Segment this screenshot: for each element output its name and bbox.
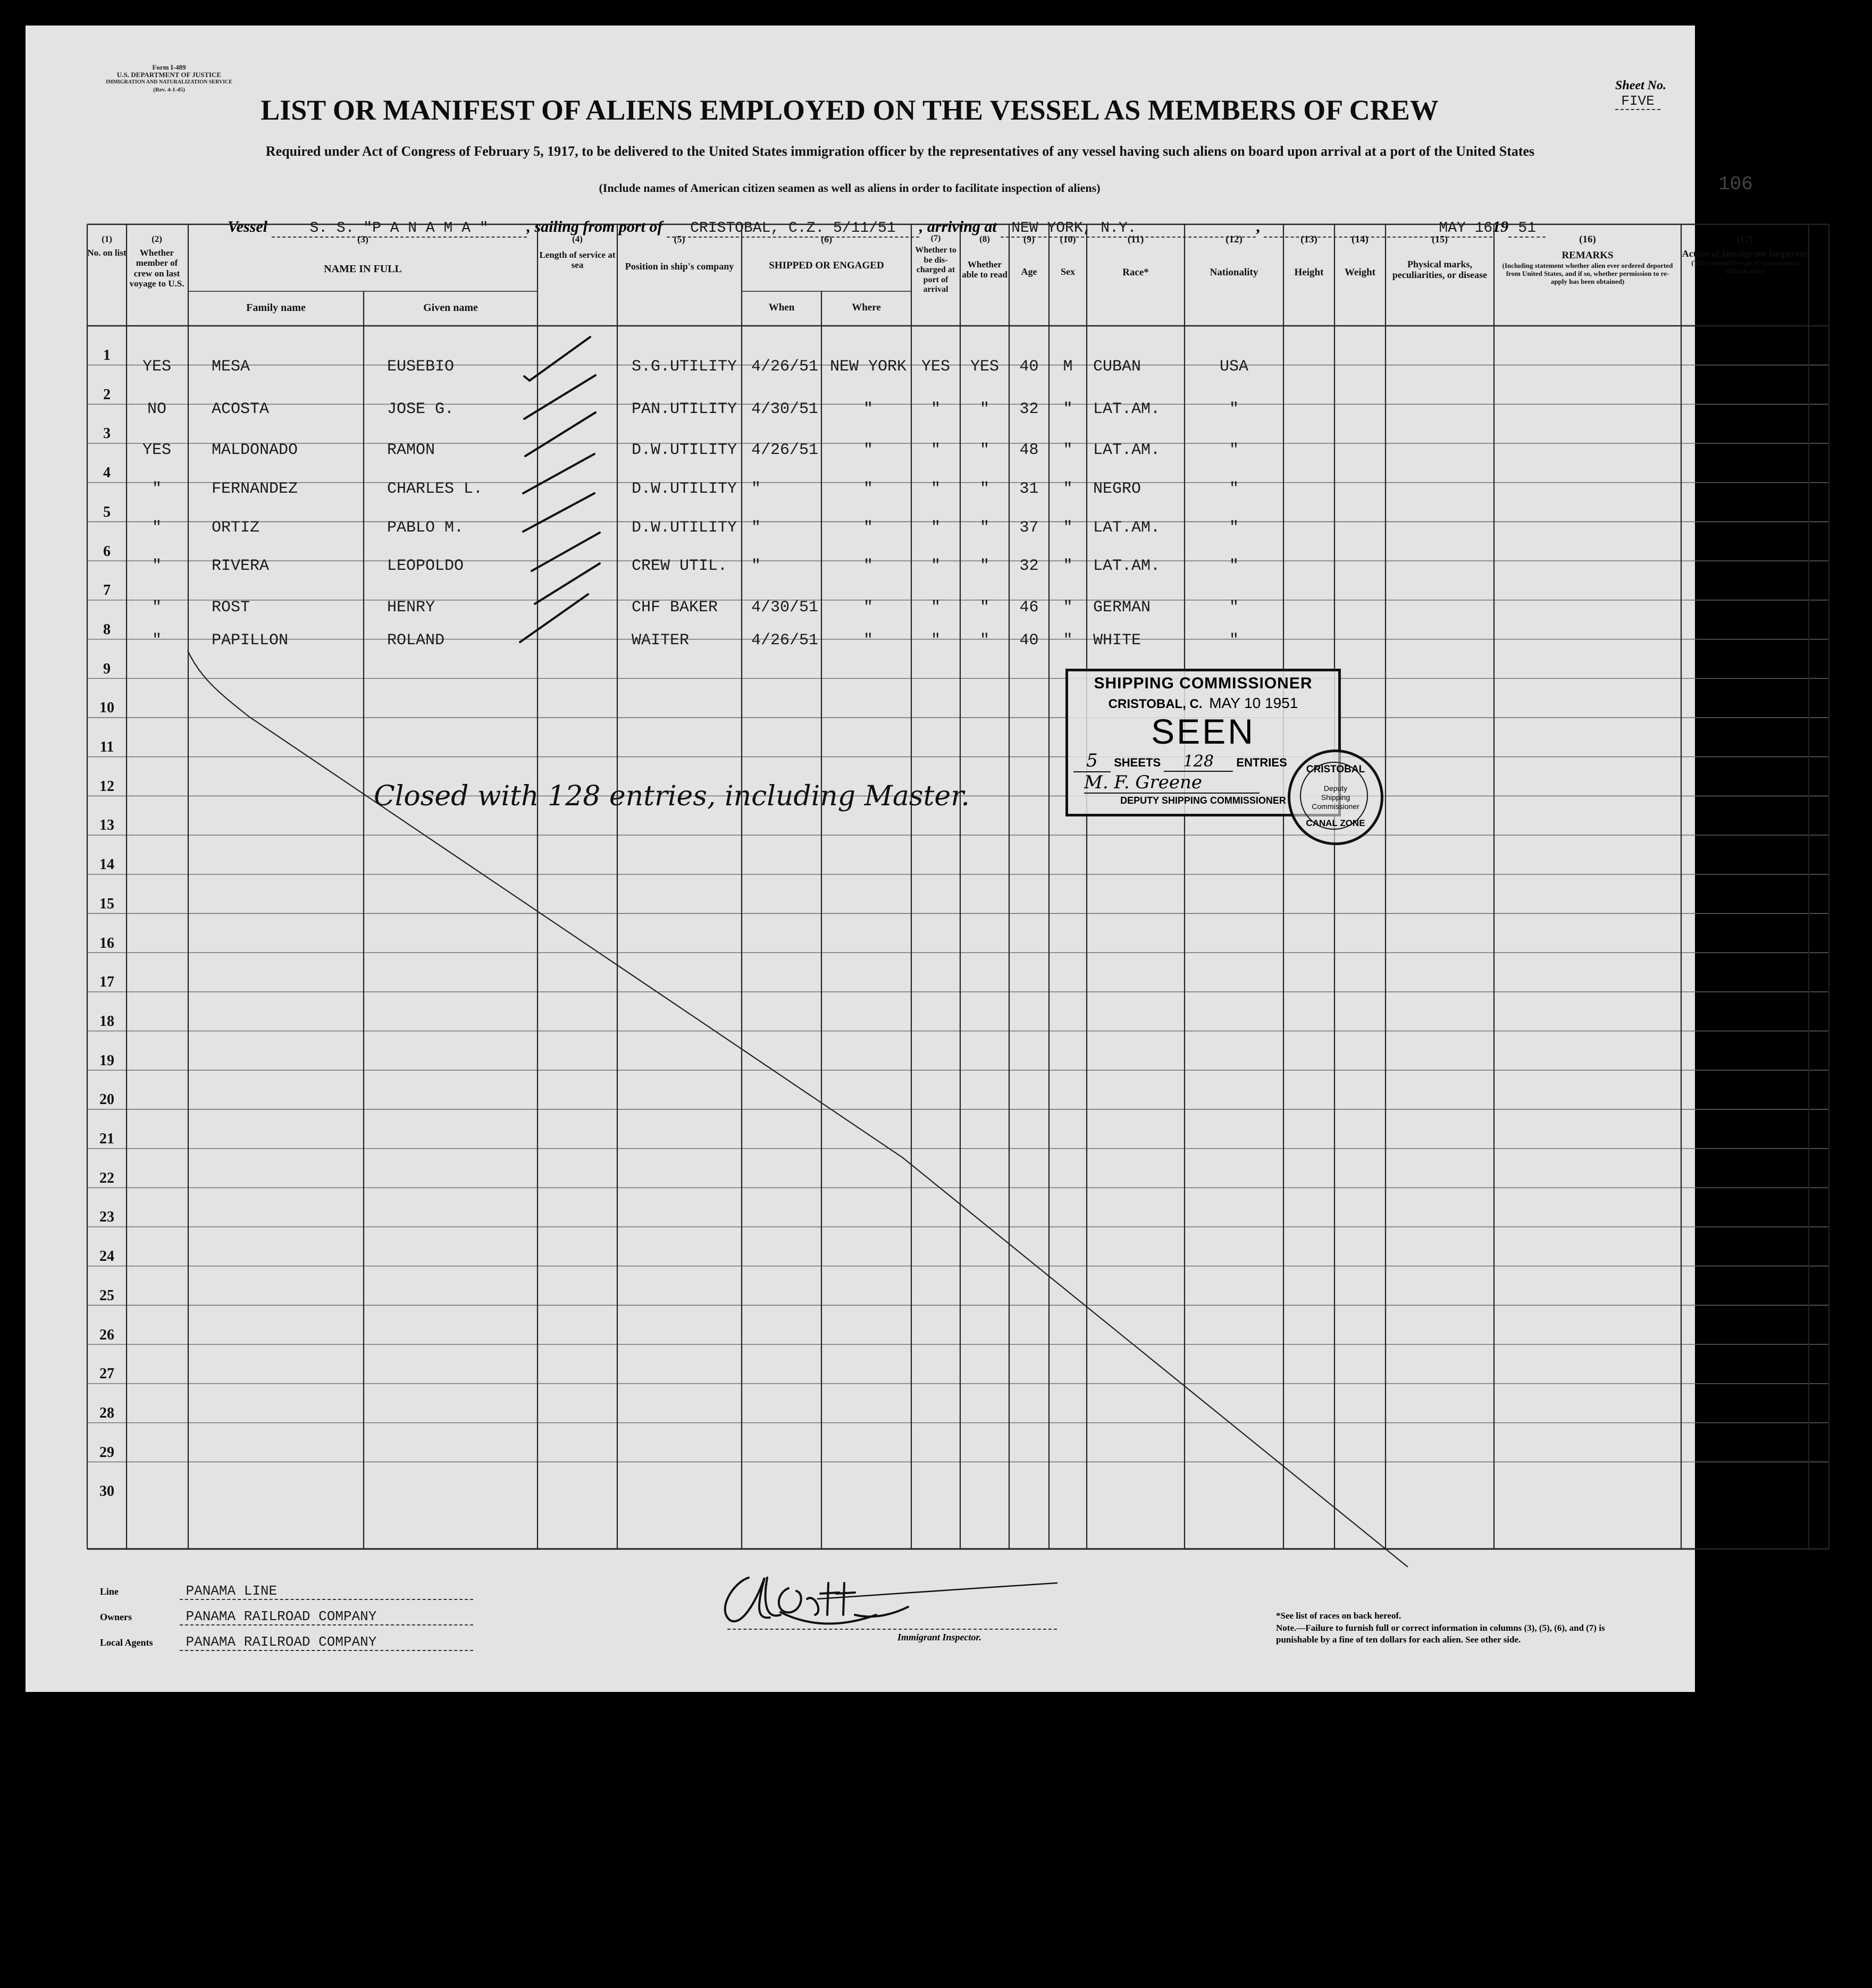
seal-center-3: Commissioner <box>1312 802 1359 811</box>
owners-label: Owners <box>100 1612 132 1622</box>
cell-last: YES <box>142 358 171 376</box>
cell-discharged: " <box>930 557 941 575</box>
cell-read: " <box>979 400 989 418</box>
cell-family: MALDONADO <box>212 441 298 459</box>
row-number: 12 <box>99 778 114 795</box>
stamp-title: SHIPPING COMMISSIONER <box>1094 675 1313 692</box>
cell-family: RIVERA <box>212 557 270 575</box>
sailing-label: , sailing from port of <box>526 218 663 235</box>
agents-value: PANAMA RAILROAD COMPANY <box>180 1634 473 1651</box>
col-2-header: (2) Whether member of crew on last voyage to U.S. <box>129 234 184 289</box>
cell-position: S.G.UTILITY <box>632 358 737 376</box>
stamp-signature: M. F. Greene <box>1084 772 1260 794</box>
row-number: 13 <box>99 817 114 834</box>
row-number: 28 <box>99 1404 114 1421</box>
cell-read: " <box>979 599 989 617</box>
cell-race: CUBAN <box>1093 358 1141 376</box>
row-number: 10 <box>99 700 114 717</box>
col-4-header: (4) Length of service at sea <box>539 234 616 271</box>
vessel-label: Vessel <box>228 218 267 235</box>
cell-discharged: " <box>930 599 941 617</box>
cell-family: ACOSTA <box>212 400 270 418</box>
cell-race: LAT.AM. <box>1093 557 1161 575</box>
col-8-header: (8) Whether able to read <box>962 234 1008 280</box>
sailing-port: CRISTOBAL, C.Z. 5/11/51 <box>667 220 919 238</box>
cell-last: " <box>152 631 162 650</box>
voyage-line: Vessel S. S. "P A N A M A " , sailing from port of CRISTOBAL, C.Z. 5/11/51 , arriving at NEW YORK, N.Y. , MAY 1619 51 <box>228 218 1546 238</box>
row-number: 20 <box>99 1091 114 1108</box>
row-number: 2 <box>103 386 111 403</box>
include-note: (Include names of American citizen seamen as well as aliens in order to facilitate inspection of aliens) <box>599 181 1101 195</box>
cell-race: LAT.AM. <box>1093 400 1161 418</box>
row-number: 21 <box>99 1131 114 1147</box>
stamp-date: MAY 10 1951 <box>1209 695 1298 711</box>
cell-nationality: " <box>1229 400 1239 418</box>
stamp-entries-label: ENTRIES <box>1236 756 1287 769</box>
cell-discharged: " <box>930 441 941 459</box>
cell-race: GERMAN <box>1093 599 1151 617</box>
row-number: 17 <box>99 974 114 991</box>
arriving-port: NEW YORK, N.Y. <box>1001 220 1256 238</box>
row-number: 24 <box>99 1248 114 1265</box>
row-number: 3 <box>103 425 111 442</box>
cell-sex: " <box>1063 400 1073 418</box>
col-13-header: (13) Height <box>1294 234 1324 278</box>
cell-when: 4/30/51 <box>751 400 819 418</box>
stamp-sheets-label: SHEETS <box>1114 756 1161 769</box>
col-1-header: (1) No. on list <box>87 234 127 258</box>
cell-when: 4/26/51 <box>751 358 819 376</box>
owners-value: PANAMA RAILROAD COMPANY <box>180 1608 473 1625</box>
col-5-header: (5) Position in ship's company <box>625 234 734 272</box>
manifest-sheet <box>26 26 1808 1692</box>
row-number: 23 <box>99 1209 114 1226</box>
cell-position: D.W.UTILITY <box>632 480 737 498</box>
cell-sex: M <box>1063 358 1073 376</box>
row-number: 6 <box>103 543 111 560</box>
stamp-footer: DEPUTY SHIPPING COMMISSIONER <box>1120 795 1286 806</box>
cell-discharged: " <box>930 400 941 418</box>
cell-position: PAN.UTILITY <box>632 400 737 418</box>
cell-last: NO <box>147 400 166 418</box>
stamp-place: CRISTOBAL, C. <box>1108 697 1203 711</box>
cell-given: LEOPOLDO <box>387 557 464 575</box>
cell-where: " <box>863 631 873 650</box>
cell-sex: " <box>1063 599 1073 617</box>
cell-nationality: " <box>1229 557 1239 575</box>
cell-nationality: " <box>1229 480 1239 498</box>
cell-race: NEGRO <box>1093 480 1141 498</box>
cell-race: LAT.AM. <box>1093 441 1161 459</box>
footer-owners-row <box>100 1608 473 1625</box>
arrival-date: MAY 16 <box>1264 220 1492 238</box>
row-number: 30 <box>99 1483 114 1500</box>
seal-center-1: Deputy <box>1323 784 1348 793</box>
row-number: 19 <box>99 1052 114 1069</box>
cell-read: " <box>979 557 989 575</box>
agents-label: Local Agents <box>100 1637 153 1648</box>
row-number: 18 <box>99 1013 114 1030</box>
closing-note: Closed with 128 entries, including Master. <box>374 780 970 812</box>
cell-last: " <box>152 480 162 498</box>
row-number: 29 <box>99 1444 114 1461</box>
inspector-label: Immigrant Inspector. <box>897 1632 982 1642</box>
line-label: Line <box>100 1586 119 1597</box>
cell-read: " <box>979 441 989 459</box>
line-value: PANAMA LINE <box>180 1583 473 1600</box>
cell-sex: " <box>1063 480 1073 498</box>
cell-nationality: USA <box>1219 358 1248 376</box>
cell-family: FERNANDEZ <box>212 480 298 498</box>
cell-age: 32 <box>1019 400 1039 418</box>
col-6b-header: Where <box>852 302 881 313</box>
cell-read: YES <box>970 358 999 376</box>
seal-bottom-text: CANAL ZONE <box>1306 818 1365 828</box>
cell-when: 4/26/51 <box>751 441 819 459</box>
cell-where: " <box>863 480 873 498</box>
sheet-number-label: Sheet No. <box>1615 79 1666 92</box>
cell-given: JOSE G. <box>387 400 455 418</box>
inspector-signature <box>701 1562 1073 1636</box>
row-number: 26 <box>99 1326 114 1343</box>
cell-race: LAT.AM. <box>1093 519 1161 537</box>
cell-discharged: YES <box>921 358 950 376</box>
seal-top-text: CRISTOBAL <box>1306 764 1365 775</box>
row-number: 7 <box>103 582 111 599</box>
cell-position: D.W.UTILITY <box>632 441 737 459</box>
cell-discharged: " <box>930 480 941 498</box>
row-number: 5 <box>103 503 111 520</box>
cell-nationality: " <box>1229 519 1239 537</box>
cell-race: WHITE <box>1093 631 1141 650</box>
cell-family: MESA <box>212 358 250 376</box>
row-number: 16 <box>99 934 114 951</box>
cell-read: " <box>979 631 989 650</box>
cell-position: WAITER <box>632 631 690 650</box>
col-3b-header: Given name <box>423 302 478 314</box>
cell-discharged: " <box>930 519 941 537</box>
footer-line-row <box>100 1583 473 1600</box>
cell-where: " <box>863 557 873 575</box>
cell-given: ROLAND <box>387 631 445 650</box>
row-number: 11 <box>99 739 114 755</box>
sheet-number-value: FIVE <box>1615 93 1660 110</box>
col-7-header: (7) Whether to be dis-charged at port of arrival <box>915 234 956 294</box>
col-9-header: (9) Age <box>1021 234 1037 277</box>
col-12-header: (12) Nationality <box>1210 234 1258 278</box>
cristobal-seal <box>1288 749 1383 845</box>
col-6a-header: When <box>768 302 795 313</box>
fine-note: Note.—Failure to furnish full or correct information in columns (3), (5), (6), and (7) is punishable by a fine of ten dollars for each alien. See other side. <box>1276 1623 1605 1645</box>
stamp-seen: SEEN <box>1151 712 1255 751</box>
cell-where: " <box>863 519 873 537</box>
cell-age: 40 <box>1019 631 1039 650</box>
footer-agents-row <box>100 1634 473 1651</box>
cell-when: 4/26/51 <box>751 631 819 650</box>
page-title: LIST OR MANIFEST OF ALIENS EMPLOYED ON THE VESSEL AS MEMBERS OF CREW <box>261 94 1439 126</box>
cell-discharged: " <box>930 631 941 650</box>
cell-where: " <box>863 441 873 459</box>
cell-age: 37 <box>1019 519 1039 537</box>
cell-age: 40 <box>1019 358 1039 376</box>
cell-last: " <box>152 599 162 617</box>
cell-position: D.W.UTILITY <box>632 519 737 537</box>
cell-sex: " <box>1063 631 1073 650</box>
cell-where: " <box>863 599 873 617</box>
col-14-header: (14) Weight <box>1344 234 1376 278</box>
cell-when: " <box>751 519 761 537</box>
form-department: U.S. DEPARTMENT OF JUSTICE <box>116 71 222 79</box>
cell-nationality: " <box>1229 599 1239 617</box>
cell-given: CHARLES L. <box>387 480 483 498</box>
stamp-entries-value: 128 <box>1164 752 1233 772</box>
col-6-header: (6) SHIPPED OR ENGAGED <box>769 234 884 271</box>
stamp-date-line <box>1068 695 1338 712</box>
cell-last: " <box>152 519 162 537</box>
cell-nationality: " <box>1229 631 1239 650</box>
cell-age: 31 <box>1019 480 1039 498</box>
row-number: 27 <box>99 1366 114 1383</box>
stamp-sheets-value: 5 <box>1073 750 1111 772</box>
row-number: 8 <box>103 621 111 638</box>
cell-sex: " <box>1063 519 1073 537</box>
cell-age: 48 <box>1019 441 1039 459</box>
cell-sex: " <box>1063 441 1073 459</box>
cell-read: " <box>979 480 989 498</box>
col-3-header: (3) NAME IN FULL <box>324 234 402 275</box>
races-note: *See list of races on back hereof. <box>1276 1611 1401 1621</box>
cell-sex: " <box>1063 557 1073 575</box>
cell-read: " <box>979 519 989 537</box>
cell-where: NEW YORK <box>829 358 907 376</box>
col-3a-header: Family name <box>246 302 306 314</box>
cell-position: CREW UTIL. <box>632 557 728 575</box>
page-subtitle: Required under Act of Congress of February 5, 1917, to be delivered to the United States immigration officer by the representatives of any vessel having such aliens on board upon arrival at a port of the United States <box>265 144 1535 159</box>
cell-where: " <box>863 400 873 418</box>
row-number: 25 <box>99 1287 114 1304</box>
vessel-name: S. S. "P A N A M A " <box>272 220 527 238</box>
arriving-label: , arriving at <box>919 218 997 235</box>
cell-position: CHF BAKER <box>632 599 718 617</box>
col-10-header: (10) Sex <box>1060 234 1076 277</box>
cell-given: HENRY <box>387 599 435 617</box>
cell-given: EUSEBIO <box>387 358 455 376</box>
arrival-year: 51 <box>1508 220 1546 238</box>
cell-last: YES <box>142 441 171 459</box>
inspector-line <box>727 1629 1057 1630</box>
seal-center-2: Shipping <box>1321 793 1350 802</box>
col-11-header: (11) Race* <box>1122 234 1149 278</box>
cell-age: 46 <box>1019 599 1039 617</box>
cell-given: RAMON <box>387 441 435 459</box>
col-17-header: (17) Action of Immigrant Inspector (This column for use of Government officials only) <box>1682 234 1808 275</box>
cell-family: ORTIZ <box>212 519 260 537</box>
col-15-header: (15) Physical marks, peculiarities, or disease <box>1392 234 1488 281</box>
page-stamp-number: 106 <box>1718 173 1753 195</box>
col-16-header: (16) REMARKS (Including statement whether alien ever ordered deported from United States, and if so, whether permission to re-apply has been obtained) <box>1502 234 1673 285</box>
cell-given: PABLO M. <box>387 519 464 537</box>
cell-last: " <box>152 557 162 575</box>
cell-when: " <box>751 557 761 575</box>
row-number: 9 <box>103 660 111 677</box>
row-number: 15 <box>99 895 114 912</box>
cell-family: PAPILLON <box>212 631 289 650</box>
arrival-century: 19 <box>1492 218 1509 235</box>
row-number: 14 <box>99 856 114 873</box>
cell-age: 32 <box>1019 557 1039 575</box>
cell-when: " <box>751 480 761 498</box>
cell-when: 4/30/51 <box>751 599 819 617</box>
row-number: 22 <box>99 1169 114 1186</box>
cell-nationality: " <box>1229 441 1239 459</box>
cell-family: ROST <box>212 599 250 617</box>
form-revision: (Rev. 4-1-45) <box>153 87 185 93</box>
form-number: Form I-489 <box>152 63 186 71</box>
row-number: 1 <box>103 347 111 364</box>
row-number: 4 <box>103 465 111 482</box>
form-service: IMMIGRATION AND NATURALIZATION SERVICE <box>106 79 232 85</box>
